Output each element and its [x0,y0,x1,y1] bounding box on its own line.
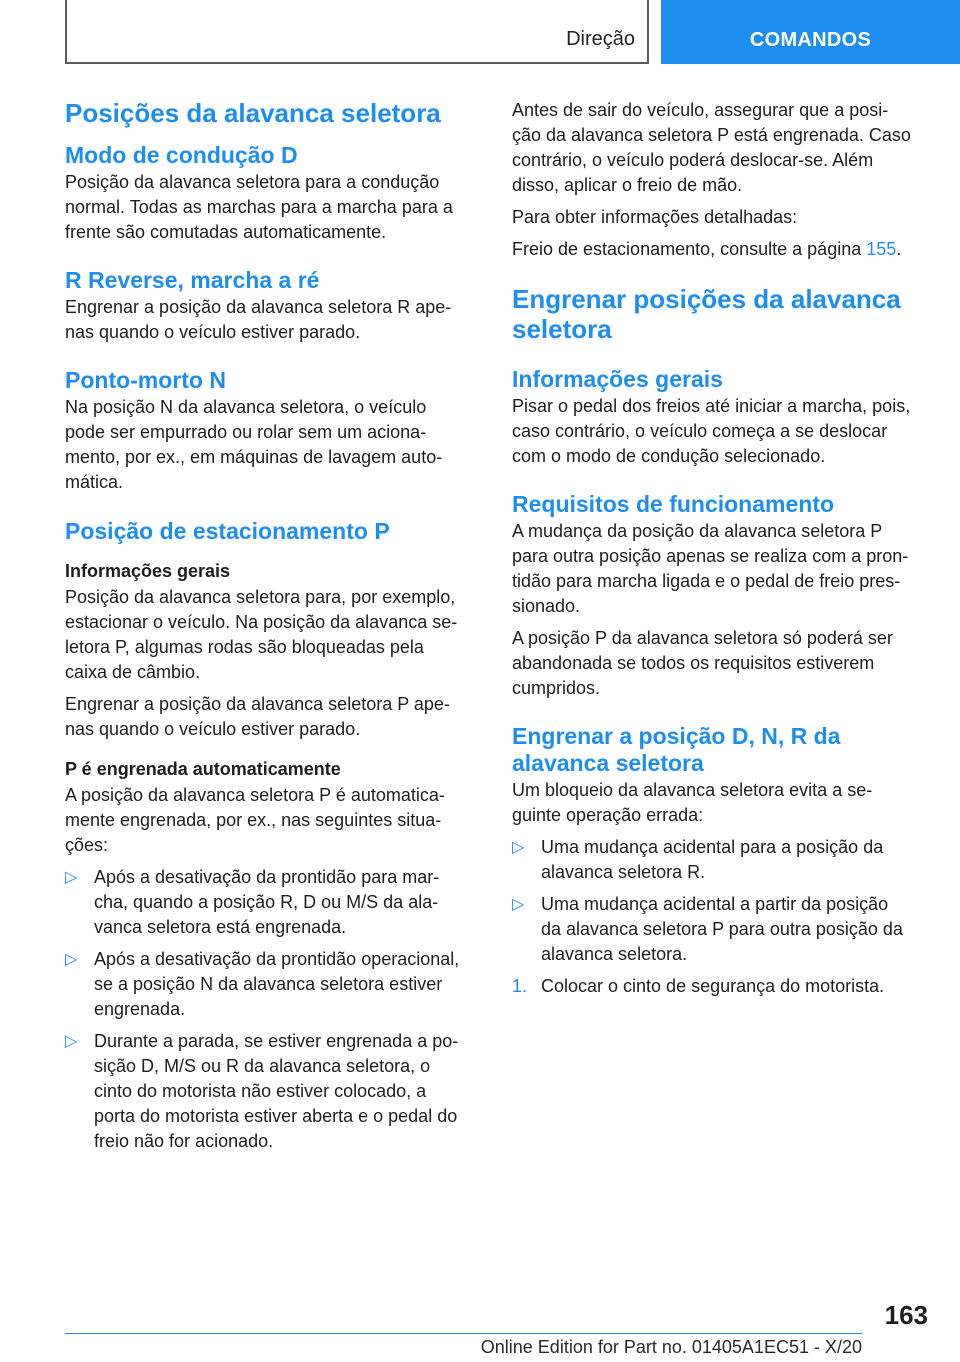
text-line: A posição P da alavanca seletora só poderá ser [512,628,893,648]
text-line: para outra posição apenas se realiza com a pron‐ [512,546,909,566]
text-line: nas quando o veículo estiver parado. [65,719,361,739]
triangle-right-outline-icon: ▷ [65,951,78,968]
paragraph-reverse [65,295,485,345]
heading-park-position: Posição de estacionamento P [65,518,390,544]
text-line: abandonada se todos os requisitos estiverem [512,653,875,673]
cross-reference [512,237,932,262]
text-line: Uma mudança acidental a partir da posição [541,894,889,914]
text-line: nas quando o veículo estiver parado. [65,322,361,342]
section-title-engage-positions [512,284,932,344]
text-line: Após a desativação da prontidão operacional, [94,949,460,969]
header-chapter-tab [661,0,960,64]
heading-engage-dnr [512,723,932,777]
heading-requirements: Requisitos de funcionamento [512,491,835,517]
text-line: frente são comutadas automaticamente. [65,222,387,242]
text-line: A posição da alavanca seletora P é automatica‐ [65,785,445,805]
text-line: freio não for acionado. [94,1131,274,1151]
paragraph-lock [512,778,932,828]
page-number: 163 [884,1300,928,1330]
paragraph-requirements-met [512,626,932,701]
text-line: pode ser empurrado ou rolar sem um aciona‐ [65,422,427,442]
list-item [512,892,932,967]
text-line: caixa de câmbio. [65,662,201,682]
numbered-step [512,974,932,999]
subheading-general-info: Informações gerais [65,561,231,581]
paragraph-auto-park [65,783,485,858]
footer-rule [65,1333,862,1334]
text-line: Durante a parada, se estiver engrenada a po‐ [94,1031,459,1051]
paragraph-neutral [65,395,485,495]
step-number: 1. [512,976,528,996]
list-item [65,1029,485,1154]
list-item [65,947,485,1022]
text-line: Na posição N da alavanca seletora, o veículo [65,397,427,417]
text-line: Colocar o cinto de segurança do motorista. [541,976,885,996]
text-line: Antes de sair do veículo, assegurar que a posi‐ [512,100,889,120]
triangle-right-outline-icon: ▷ [512,839,525,856]
paragraph-details: Para obter informações detalhadas: [512,207,798,227]
text-line: caso contrário, o veículo começa a se deslocar [512,421,888,441]
title-line: Engrenar posições da alavanca [512,284,901,314]
paragraph-requirements [512,519,932,619]
text-line: tidão para marcha ligada e o pedal de freio pres‐ [512,571,901,591]
header-section-box [65,0,649,64]
text-line: da alavanca seletora P para outra posição da [541,919,903,939]
text-line: sionado. [512,596,581,616]
text-line: sição D, M/S ou R da alavanca seletora, o [94,1056,431,1076]
paragraph-drive-mode [65,170,485,245]
text-line: porta do motorista estiver aberta e o pedal do [94,1106,458,1126]
text-line: mento, por ex., em máquinas de lavagem auto‐ [65,447,443,467]
text-line: cumpridos. [512,678,601,698]
subheading-auto-park: P é engrenada automaticamente [65,759,341,779]
paragraph-park-general [65,585,485,685]
heading-neutral: Ponto-morto N [65,367,226,393]
title-line: alavanca seletora [512,750,704,776]
text-line: mente engrenada, por ex., nas seguintes situa‐ [65,810,442,830]
paragraph-before-leaving [512,98,932,198]
text-line: estacionar o veículo. Na posição da alavanca se‐ [65,612,458,632]
cross-reference-text: Freio de estacionamento, consulte a página [512,239,867,259]
paragraph-park-engage [65,692,485,742]
page-reference-link[interactable]: 155 [866,239,897,259]
paragraph-general-info [512,394,932,469]
text-line: Uma mudança acidental para a posição da [541,837,884,857]
triangle-right-outline-icon: ▷ [512,896,525,913]
section-title-selector-positions: Posições da alavanca seletora [65,98,441,128]
text-line: Engrenar a posição da alavanca seletora R ape‐ [65,297,452,317]
text-line: cinto do motorista não estiver colocado, a [94,1081,427,1101]
text-line: Um bloqueio da alavanca seletora evita a se‐ [512,780,873,800]
text-line: normal. Todas as marchas para a marcha para a [65,197,453,217]
heading-drive-mode: Modo de condução D [65,142,298,168]
triangle-right-outline-icon: ▷ [65,869,78,886]
text-line: contrário, o veículo poderá deslocar-se. Além [512,150,874,170]
list-item [65,865,485,940]
text-line: disso, aplicar o freio de mão. [512,175,743,195]
text-line: mática. [65,472,124,492]
list-item [512,835,932,885]
header-section-title: Direção [566,28,635,50]
heading-reverse: R Reverse, marcha a ré [65,267,320,293]
title-line: seletora [512,314,612,344]
text-line: alavanca seletora. [541,944,688,964]
text-line: Após a desativação da prontidão para mar‐ [94,867,440,887]
text-line: Engrenar a posição da alavanca seletora P ape‐ [65,694,450,714]
text-line: letora P, algumas rodas são bloqueadas pela [65,637,424,657]
text-line: alavanca seletora R. [541,862,706,882]
title-line: Engrenar a posição D, N, R da [512,723,841,749]
text-line: cha, quando a posição R, D ou M/S da ala‐ [94,892,439,912]
left-column [65,98,485,1154]
footer-edition: Online Edition for Part no. 01405A1EC51 - X/20 [480,1337,862,1357]
text-line: Pisar o pedal dos freios até iniciar a marcha, pois, [512,396,911,416]
text-line: engrenada. [94,999,186,1019]
text-line: ções: [65,835,109,855]
text-line: Posição da alavanca seletora para, por exemplo, [65,587,456,607]
text-line: ção da alavanca seletora P está engrenada. Caso [512,125,911,145]
cross-reference-end: . [896,239,902,259]
text-line: vanca seletora está engrenada. [94,917,347,937]
triangle-right-outline-icon: ▷ [65,1033,78,1050]
right-column [512,98,932,999]
header-chapter-label: COMANDOS [749,29,872,51]
text-line: guinte operação errada: [512,805,704,825]
heading-general-info: Informações gerais [512,366,723,392]
text-line: Posição da alavanca seletora para a condução [65,172,440,192]
text-line: se a posição N da alavanca seletora estiver [94,974,443,994]
text-line: com o modo de condução selecionado. [512,446,826,466]
text-line: A mudança da posição da alavanca seletora P [512,521,883,541]
